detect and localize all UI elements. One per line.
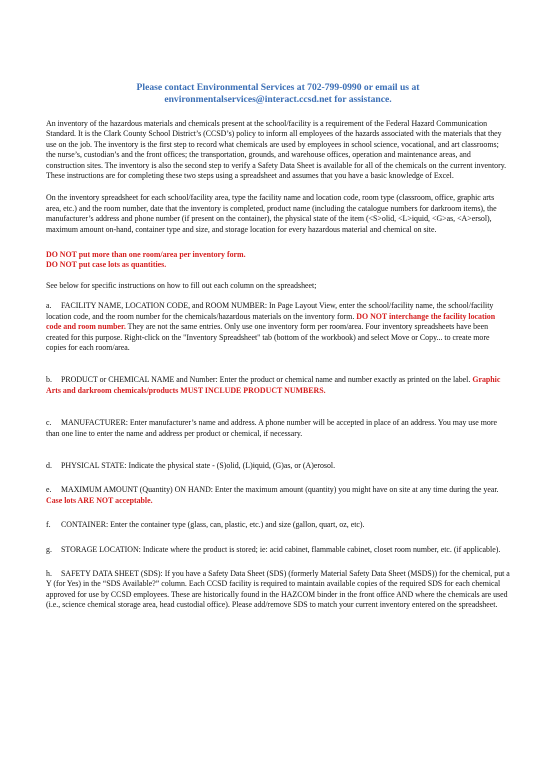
warnings <box>46 250 510 271</box>
contact-line-2: environmentalservices@interact.ccsd.net for assistance. <box>164 94 392 105</box>
item-letter: c. <box>46 418 52 428</box>
instruction-text: PRODUCT or CHEMICAL NAME and Number: Enter the product or chemical name and number exactly as printed on the label. <box>61 375 473 385</box>
instruction-f <box>46 520 510 530</box>
intro-paragraph-2: On the inventory spreadsheet for each school/facility area, type the facility name and location code, room type (classroom, office, graphic arts area, etc.) and the room number, date that the inventory is completed, product name (including the catalogue numbers for darkroom items), the manufacturer’s address and phone number (if present on the container), the physical state of the item (<S>olid, <L>iquid, <G>as, <A>ersol), maximum amount on-hand, container type and size, and storage location for every hazardous material and chemical on site. <box>46 193 497 234</box>
instruction-a <box>46 301 510 353</box>
instruction-text: MANUFACTURER: Enter manufacturer’s name and address. A phone number will be accepted in place of an address. You may use more than one line to enter the name and address per product or chemical, if necessary. <box>46 418 497 438</box>
item-letter: e. <box>46 485 52 495</box>
instruction-text: CONTAINER: Enter the container type (glass, can, plastic, etc.) and size (gallon, quart, oz, etc). <box>61 520 365 530</box>
item-letter: a. <box>46 301 52 311</box>
instruction-d <box>46 461 510 471</box>
instruction-text: PHYSICAL STATE: Indicate the physical state - (S)olid, (L)iquid, (G)as, or (A)erosol. <box>61 460 336 470</box>
warning-case-lots: DO NOT put case lots as quantities. <box>46 260 167 270</box>
instruction-text-cont: They are not the same entries. Only use one inventory form per room/area. Four inventory spreadsheets have been created for this purpose. Right-click on the "Inventory Spreadsheet" tab (bottom of the workbook) and select Move or Copy... to create more copies for each room/area. <box>46 322 490 352</box>
item-letter: b. <box>46 375 52 385</box>
instruction-h <box>46 569 510 611</box>
instruction-warning: Case lots ARE NOT acceptable. <box>46 495 153 505</box>
intro-paragraph-1: An inventory of the hazardous materials and chemicals present at the school/facility is a requirement of the Federal Hazard Communication Standard. It is the Clark County School District’s (CCSD’s) policy to inform all employees of the hazards associated with the materials that they use on the job. The inventory is the first step to record what chemicals are used by employees in school science, vocational, and art classrooms; the nurse’s, custodian’s and the front offices; the transportation, grounds, and warehouse offices, operation and maintenance areas, and construction sites. The inventory is also the second step to verify a Safety Data Sheet is available for all of the chemicals on the current inventory. These instructions are for completing these two steps using a spreadsheet and assumes that you have a basic knowledge of Excel. <box>46 119 507 181</box>
instruction-text: STORAGE LOCATION: Indicate where the product is stored; ie: acid cabinet, flammable cabinet, closet room number, etc. (if applicable). <box>61 544 501 554</box>
instruction-warning: DO NOT interchange the facility location code and room number. <box>46 311 496 332</box>
item-letter: h. <box>46 568 52 578</box>
item-letter: d. <box>46 460 52 470</box>
instruction-g <box>46 545 510 555</box>
item-letter: f. <box>46 520 51 530</box>
instruction-c <box>46 418 510 439</box>
contact-line-1: Please contact Environmental Services at 702-799-0990 or email us at <box>136 82 420 93</box>
warning-one-room: DO NOT put more than one room/area per inventory form. <box>46 250 246 260</box>
item-letter: g. <box>46 544 52 554</box>
instruction-warning: Graphic Arts and darkroom chemicals/products MUST INCLUDE PRODUCT NUMBERS. <box>46 375 501 395</box>
instruction-text: MAXIMUM AMOUNT (Quantity) ON HAND: Enter the maximum amount (quantity) you might have on site at any time during the year. <box>61 485 499 495</box>
instruction-b <box>46 375 510 396</box>
instruction-e <box>46 485 510 506</box>
contact-header <box>46 82 510 106</box>
see-below-text: See below for specific instructions on how to fill out each column on the spreadsheet; <box>46 280 317 290</box>
instruction-text: SAFETY DATA SHEET (SDS): If you have a Safety Data Sheet (SDS) (formerly Material Safety Data Sheet (MSDS)) for the chemical, put a Y (for Yes) in the “SDS Available?” column. Each CCSD facility is required to maintain available copies of the required SDS for each chemical approved for use by CCSD employees. These are historically found in the HAZCOM binder in the front office AND where the chemicals are used (i.e., science chemical storage area, head custodial office). Please add/remove SDS to match your current inventory entered on the spreadsheet. <box>46 568 510 610</box>
instruction-text: FACILITY NAME, LOCATION CODE, and ROOM NUMBER: In Page Layout View, enter the school/facility name, the school/facility location code, and the room number for the chemicals/hazardous materials on the inventory form. <box>46 301 494 321</box>
